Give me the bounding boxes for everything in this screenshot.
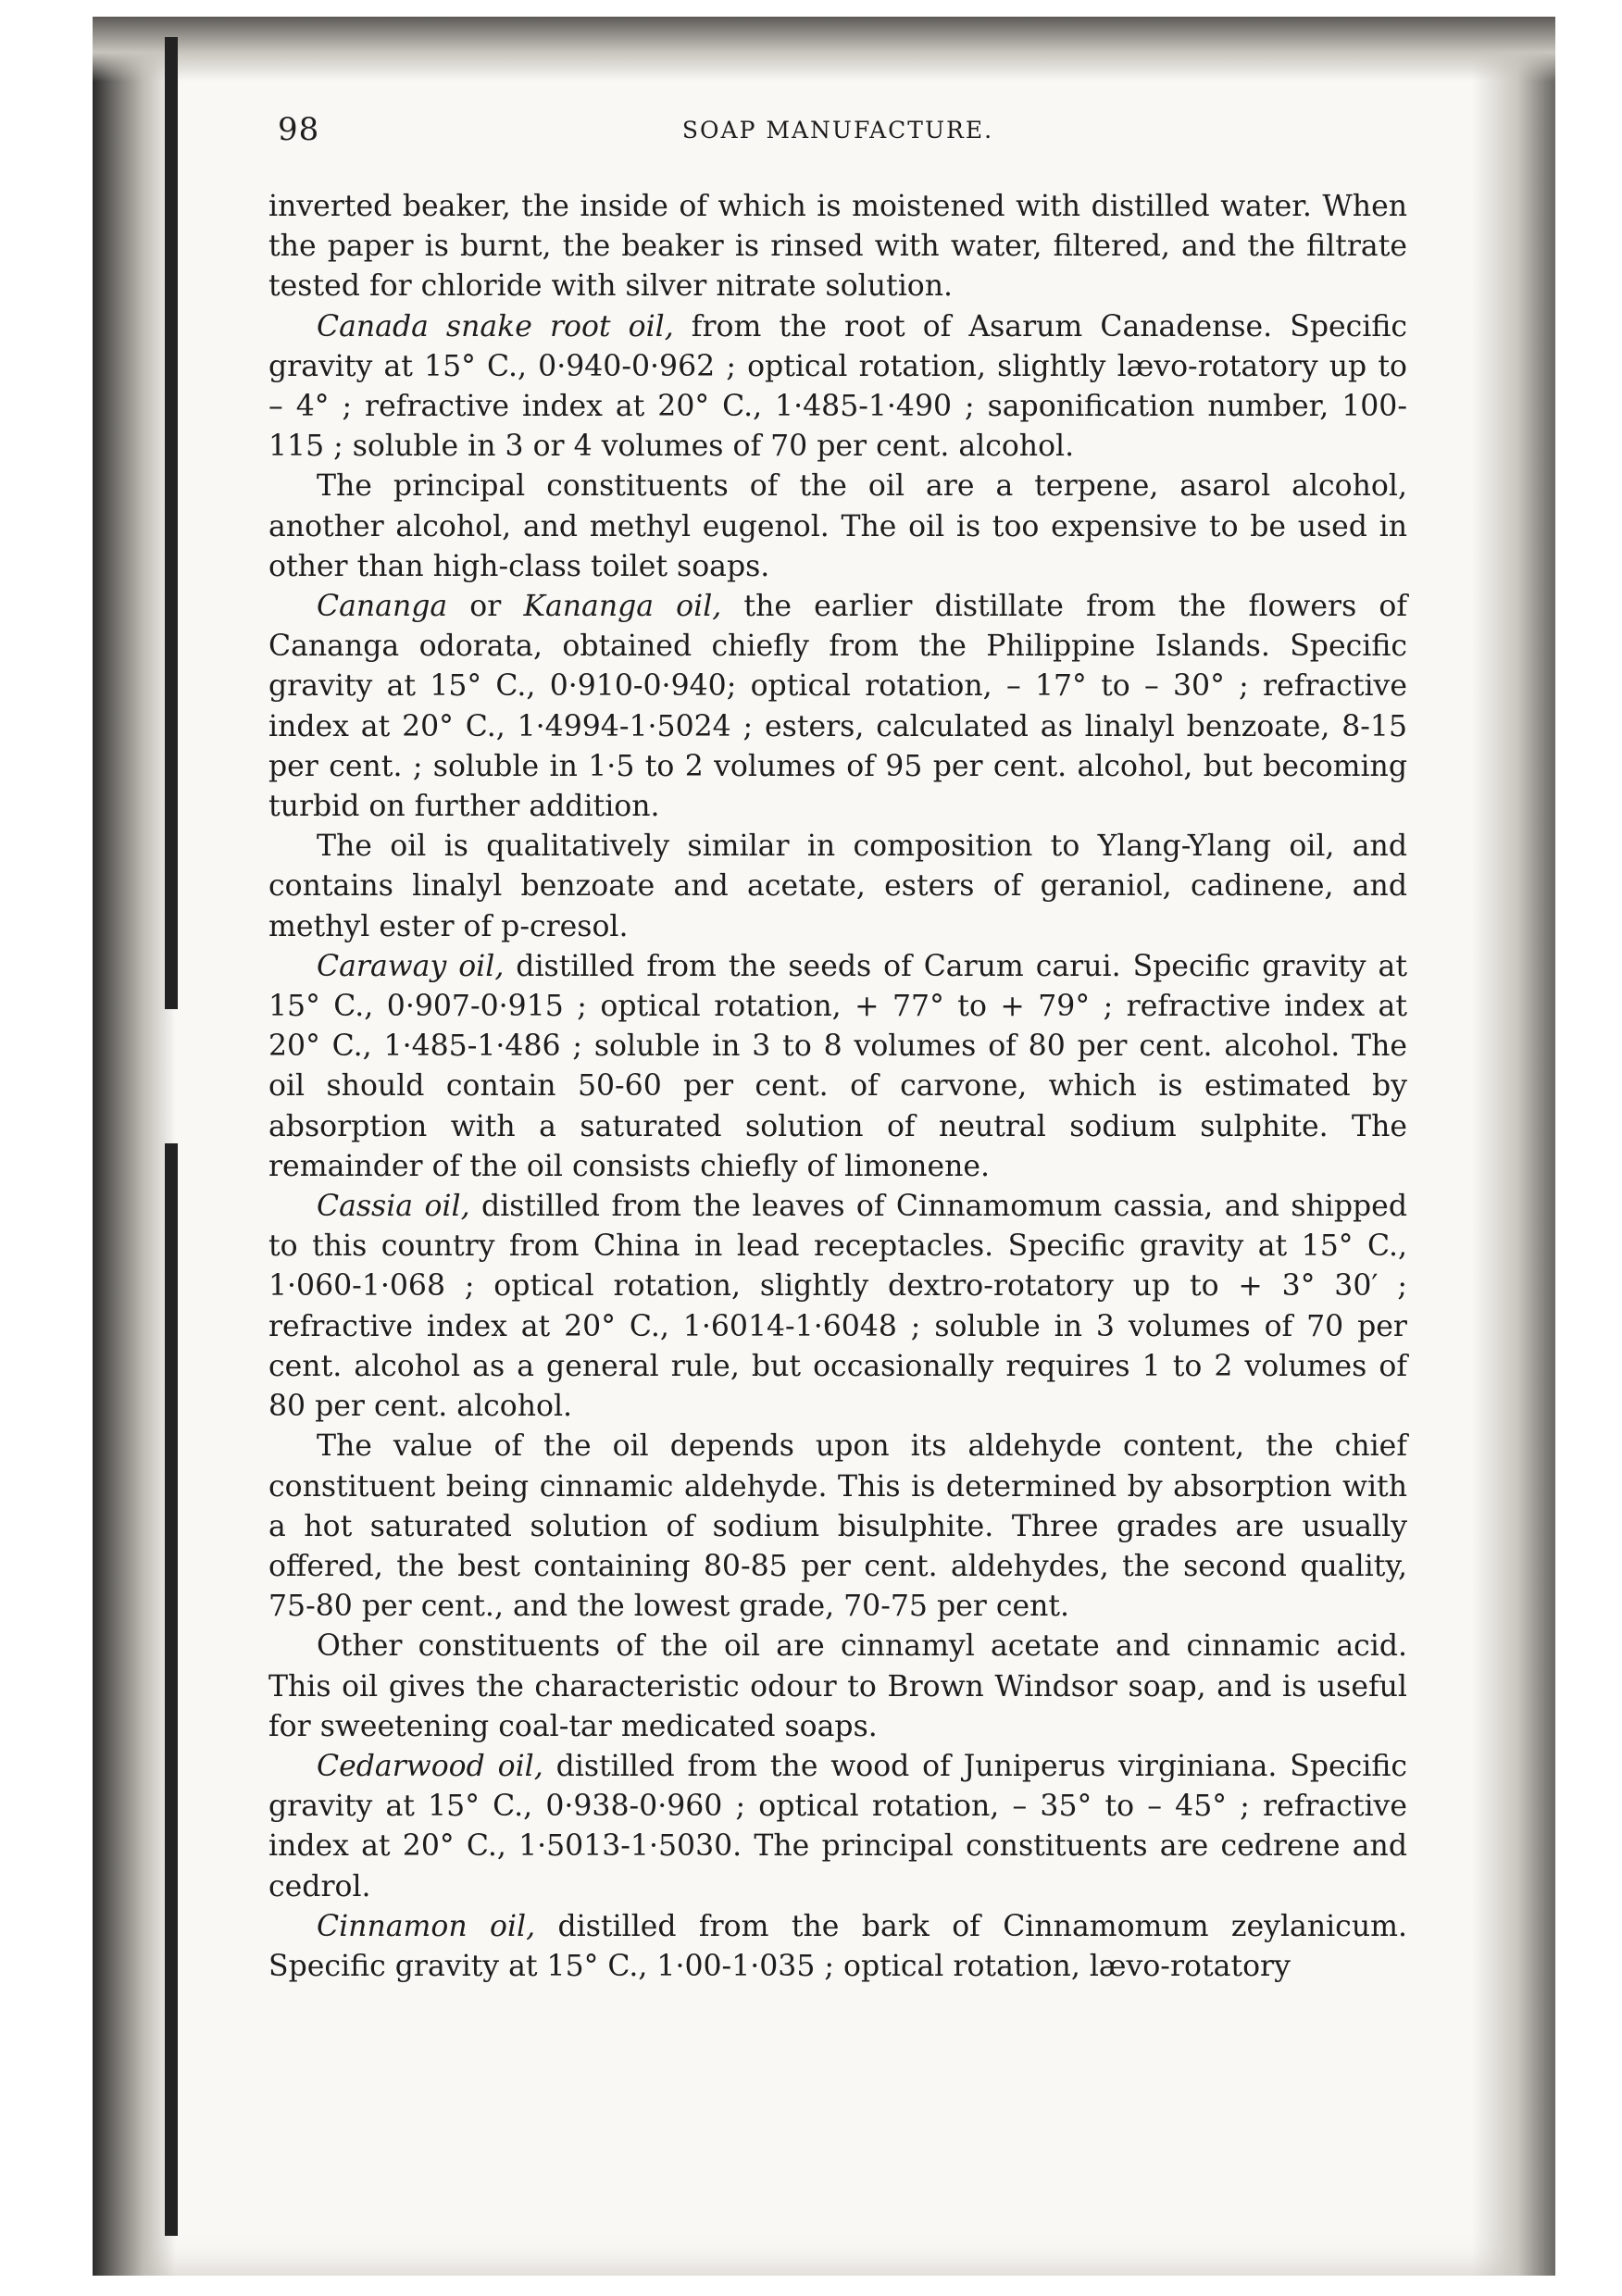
oil-name-cinnamon: Cinnamon oil, bbox=[317, 1909, 536, 1943]
paragraph-constituents: The principal constituents of the oil are a terpene, asarol alcohol, another alcohol, and methyl eugenol. The oil is too expensive to be used in other than high-class toilet soaps. bbox=[268, 469, 1407, 583]
paragraph-continuation: inverted beaker, the inside of which is moistened with distilled water. When the paper is burnt, the beaker is rinsed with water, filtered, and the filtrate tested for chloride with silver nitrate solution. bbox=[268, 190, 1407, 304]
paragraph-text: distilled from the leaves of Cinnamomum cassia, and shipped to this country from China in lead receptacles. Specific gravity at 15° C., 1·060-1·068 ; optical rotation, slightly dextro-rotatory up to + 3° 30′ ; refractive index at 20° C., 1·6014-1·6048 ; soluble in 3 volumes of 70 per cent. alcohol as a general rule, but occasionally requires 1 to 2 volumes of 80 per cent. alcohol. bbox=[268, 1190, 1407, 1424]
paragraph-cassia-value: The value of the oil depends upon its aldehyde content, the chief constituent being cinnamic aldehyde. This is determined by absorption with a hot saturated solution of sodium bisulphite. Three grades are usually offered, the best containing 80-85 per cent. aldehydes, the second quality, 75-80 per cent., and the lowest grade, 70-75 per cent. bbox=[268, 1429, 1407, 1624]
oil-name-cedarwood: Cedarwood oil, bbox=[317, 1749, 543, 1783]
oil-name-cananga: Cananga bbox=[317, 590, 448, 624]
oil-name-cassia: Cassia oil, bbox=[317, 1190, 470, 1224]
page-edge-shadow-top bbox=[93, 17, 1555, 81]
oil-name-canada-snake-root: Canada snake root oil, bbox=[317, 309, 674, 343]
paragraph-text: distilled from the wood of Juniperus virginiana. Specific gravity at 15° C., 0·938-0·960 ; optical rotation, – 35° to – 45° ; refractive index at 20° C., 1·5013-1·5030. The principal constituents are cedrene and cedrol. bbox=[268, 1749, 1408, 1903]
paragraph-canada-snake-root-oil bbox=[268, 307, 1407, 468]
binding-shadow-lower bbox=[165, 1143, 178, 2236]
paragraph-cananga-composition: The oil is qualitatively similar in composition to Ylang-Ylang oil, and contains linalyl benzoate and acetate, esters of geraniol, cadinene, and methyl ester of p-cresol. bbox=[268, 830, 1407, 943]
paragraph-caraway-oil bbox=[268, 947, 1407, 1187]
book-page bbox=[268, 111, 1407, 1987]
paragraph-text: from the root of Asarum Canadense. Specific gravity at 15° C., 0·940-0·962 ; optical rotation, slightly lævo-rotatory up to – 4° ; refractive index at 20° C., 1·485-1·490 ; saponification number, 100-115 ; soluble in 3 or 4 volumes of 70 per cent. alcohol. bbox=[268, 309, 1407, 464]
paragraph-text: the earlier distillate from the flowers of Cananga odorata, obtained chiefly from the Philippine Islands. Specific gravity at 15° C., 0·910-0·940; optical rotation, – 17° to – 30° ; refractive index at 20° C., 1·4994-1·5024 ; esters, calculated as linalyl benzoate, 8-15 per cent. ; soluble in 1·5 to 2 volumes of 95 per cent. alcohol, but becoming turbid on further addition. bbox=[268, 590, 1407, 824]
paragraph-text: distilled from the bark of Cinnamomum zeylanicum. Specific gravity at 15° C., 1·00-1·035 ; optical rotation, lævo-rotatory bbox=[268, 1909, 1407, 1983]
page-edge-shadow-right bbox=[1472, 17, 1555, 2276]
paragraph-cananga-oil bbox=[268, 587, 1407, 827]
running-head bbox=[268, 111, 1407, 167]
page-number: 98 bbox=[278, 111, 320, 148]
running-title: SOAP MANUFACTURE. bbox=[681, 117, 994, 144]
connector-text: or bbox=[447, 590, 524, 624]
paragraph-cassia-oil bbox=[268, 1187, 1407, 1427]
paragraph-cinnamon-oil bbox=[268, 1907, 1407, 1987]
paragraph-cassia-other-constituents: Other constituents of the oil are cinnamyl acetate and cinnamic acid. This oil gives the characteristic odour to Brown Windsor soap, and is useful for sweetening coal-tar medicated soaps. bbox=[268, 1629, 1407, 1743]
page-edge-shadow-left bbox=[93, 17, 176, 2276]
paragraph-cedarwood-oil bbox=[268, 1747, 1407, 1907]
binding-shadow-upper bbox=[165, 37, 178, 1009]
oil-name-caraway: Caraway oil, bbox=[317, 949, 505, 983]
paragraph-text: distilled from the seeds of Carum carui. Specific gravity at 15° C., 0·907-0·915 ; optical rotation, + 77° to + 79° ; refractive index at 20° C., 1·485-1·486 ; soluble in 3 to 8 volumes of 80 per cent. alcohol. The oil should contain 50-60 per cent. of carvone, which is estimated by absorption with a saturated solution of neutral sodium sulphite. The remainder of the oil consists chiefly of limonene. bbox=[268, 949, 1407, 1183]
oil-name-kananga: Kananga oil, bbox=[523, 590, 722, 624]
body-text bbox=[268, 187, 1407, 1987]
